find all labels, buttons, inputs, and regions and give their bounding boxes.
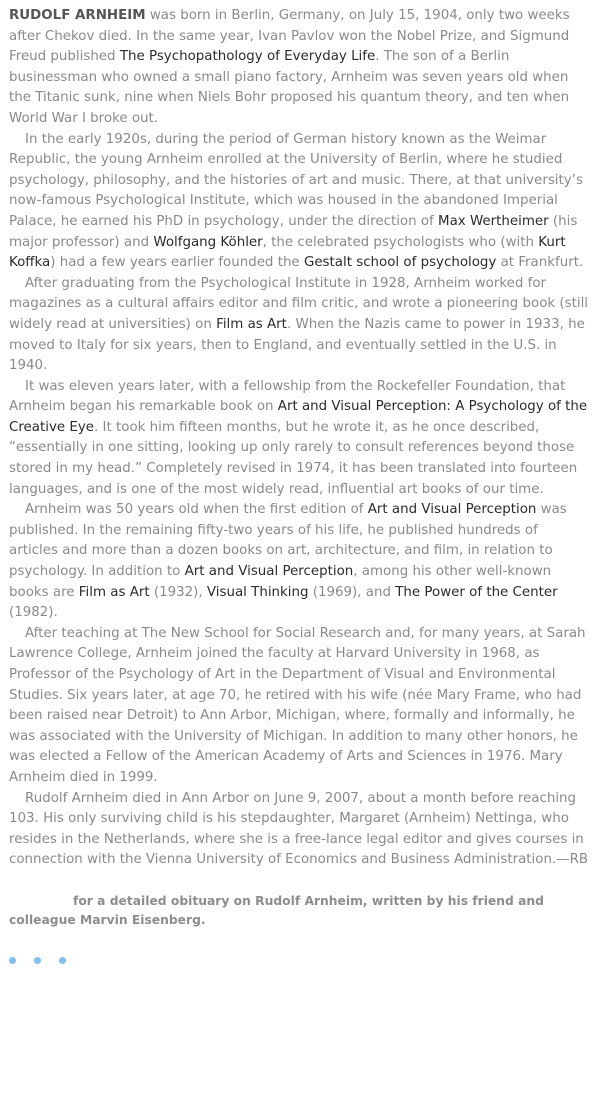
- biography: [9, 6, 589, 871]
- obituary-note: [9, 892, 579, 930]
- bio-text: Rudolf Arnheim died in Ann Arbor on June 9, 2007, about a month before reaching 103. His only surviving child is his stepdaughter, Margaret (Arnheim) Nettinga, who resides in the Netherlands, where she is a free-lance legal editor and gives courses in connection with the Vienna University of Economics and Business Administration.—RB: [9, 790, 589, 868]
- link-art-and-visual-perception-full[interactable]: Art and Visual Perception: A Psychology of the Creative Eye: [9, 399, 588, 435]
- link-art-and-visual-perception[interactable]: Art and Visual Perception: [367, 502, 537, 518]
- bio-text: ) had a few years earlier founded the: [50, 255, 304, 271]
- link-max-wertheimer[interactable]: Max Wertheimer: [438, 213, 549, 229]
- bio-text: was published. In the remaining fifty-two years of his life, he published hundreds of articles and more than a dozen books on art, architecture, and film, in relation to psychology. In addition to: [9, 502, 567, 580]
- bio-text: Arnheim was 50 years old when the first edition of: [25, 502, 368, 518]
- bio-text: . When the Nazis came to power in 1933, he moved to Italy for six years, then to England, and eventually settled in the U.S. in 1940.: [9, 316, 585, 374]
- obituary-note-text: for a detailed obituary on Rudolf Arnheim, written by his friend and colleague Marvin Eisenberg.: [9, 894, 544, 927]
- link-art-and-visual-perception[interactable]: Art and Visual Perception: [184, 564, 354, 580]
- link-visual-thinking[interactable]: Visual Thinking: [206, 584, 309, 600]
- author-name: RUDOLF ARNHEIM: [9, 8, 146, 23]
- dot-icon: [34, 957, 41, 964]
- bio-text: (1932),: [149, 584, 207, 600]
- bio-text: (1969), and: [308, 584, 396, 600]
- bio-paragraph-7: [9, 789, 589, 871]
- bio-text: was born in Berlin, Germany, on July 15, 1904, only two weeks after Chekov died. In the same year, Ivan Pavlov won the Nobel Prize, and Sigmund Freud published: [9, 8, 570, 65]
- dot-icon: [59, 957, 66, 964]
- link-kurt-koffka[interactable]: Kurt Koffka: [9, 234, 566, 271]
- link-power-of-the-center[interactable]: The Power of the Center: [395, 584, 558, 600]
- bio-text: After graduating from the Psychological Institute in 1928, Arnheim worked for magazines as a cultural affairs editor and film critic, and wrote a pioneering book (still widely read at universities) on: [9, 275, 589, 332]
- bio-text: (1982).: [9, 605, 58, 621]
- bio-paragraph-3: [9, 274, 589, 377]
- bio-text: (his major professor) and: [9, 213, 578, 250]
- link-gestalt-school[interactable]: Gestalt school of psychology: [303, 255, 497, 271]
- dot-icon: [9, 957, 16, 964]
- bio-paragraph-6: [9, 624, 589, 789]
- bio-text: at Frankfurt.: [496, 255, 584, 271]
- bio-text: , among his other well-known books are: [9, 564, 552, 600]
- bio-text: . It took him fifteen months, but he wrote it, as he once described, “essentially in one sitting, looking up only rarely to consult references beyond those stored in my head.” Completely revised in 1974, it has been translated into fourteen languages, and is one of the most widely read, influential art books of our time.: [9, 419, 578, 497]
- link-wolfgang-kohler[interactable]: Wolfgang Köhler: [153, 234, 263, 250]
- bio-paragraph-2: [9, 130, 589, 274]
- bio-paragraph-5: [9, 500, 589, 624]
- bio-text: After teaching at The New School for Social Research and, for many years, at Sarah Lawrence College, Arnheim joined the faculty at Harvard University in 1968, as Professor of the Psychology of Art in the Department of Visual and Environmental Studies. Six years later, at age 70, he retired with his wife (née Mary Frame, who had been raised near Detroit) to Ann Arbor, Michigan, where, formally and informally, he was associated with the University of Michigan. In addition to many other honors, he was elected a Fellow of the American Academy of Arts and Sciences in 1976. Mary Arnheim died in 1999.: [9, 625, 586, 785]
- bio-text: In the early 1920s, during the period of German history known as the Weimar Republic, the young Arnheim enrolled at the University of Berlin, where he studied psychology, philosophy, and the histories of art and music. There, at that university’s now-famous Psychological Institute, which was housed in the abandoned Imperial Palace, he earned his PhD in psychology, under the direction of: [9, 131, 583, 229]
- bio-paragraph-4: [9, 377, 589, 501]
- link-film-as-art[interactable]: Film as Art: [78, 584, 150, 600]
- link-psychopathology-everyday-life[interactable]: The Psychopathology of Everyday Life: [119, 49, 376, 65]
- link-film-as-art[interactable]: Film as Art: [216, 316, 287, 332]
- bio-text: . The son of a Berlin businessman who owned a small piano factory, Arnheim was seven years old when the Titanic sunk, nine when Niels Bohr proposed his quantum theory, and ten when World War I broke out.: [9, 49, 570, 126]
- bio-paragraph-1: [9, 6, 589, 130]
- bio-text: It was eleven years later, with a fellowship from the Rockefeller Foundation, that Arnheim began his remarkable book on: [9, 378, 566, 415]
- bio-text: , the celebrated psychologists who (with: [262, 234, 539, 250]
